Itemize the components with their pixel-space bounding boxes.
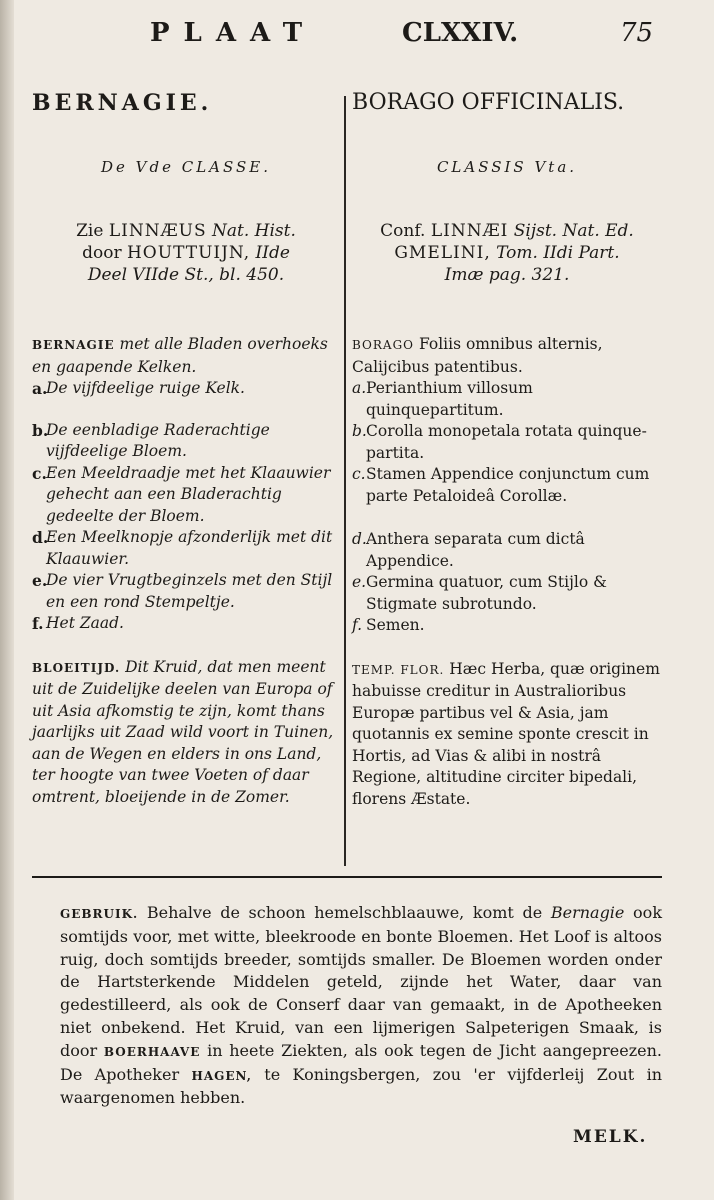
- latin-title: BORAGO OFFICINALIS.: [352, 90, 625, 115]
- usage-paragraph: GEBRUIK. Behalve de schoon hemelschblaauwe, komt de Bernagie ook somtijds voor, met witte, bleekroode en bonte Bloemen. Het Loof is altoos ruig, doch somtijds breeder, somtijds smaller. De Bloemen worden onder de Hartsterkende Middelen geteld, zijnde het Water, daar van gedestilleerd, als ook de Conserf daar van gemaakt, in de Apotheeken niet onbekend. Het Kruid, van een lijmerigen Salpeterigen Smaak, is door BOERHAAVE in heete Ziekten, als ook tegen de Jicht aangepreezen. De Apotheker HAGEN, te Koningsbergen, zou 'er vijfderleij Zout in waargenomen hebben.: [60, 903, 663, 1108]
- page-number: 75: [620, 18, 654, 48]
- dutch-description: [32, 334, 340, 808]
- list-item: c. Stamen Appendice conjunctum cum parte Petaloideâ Corollæ.: [352, 465, 650, 505]
- flowering-label: TEMP. FLOR.: [352, 662, 445, 677]
- latin-flowering: TEMP. FLOR. Hæc Herba, quæ originem habuisse creditur in Australioribus Europæ partibus vel & Asia, jam quotannis ex semine sponte crescit in Hortis, ad Vias & alibi in nostrâ Regione, altitudine circiter bipedali, florens Æstate.: [352, 659, 660, 808]
- latin-column: [352, 90, 662, 810]
- ref-word: Conf.: [380, 221, 426, 241]
- ref-word: Zie: [76, 221, 104, 241]
- genus-name: BORAGO: [352, 338, 415, 352]
- list-item: e. De vier Vrugtbeginzels met den Stijl en een rond Stempeltje.: [32, 571, 333, 611]
- dutch-class-line: De Vde CLASSE.: [100, 158, 272, 176]
- column-divider: [344, 96, 346, 866]
- ref-volume: Deel VIIde St., bl. 450.: [87, 265, 285, 285]
- running-head: [150, 18, 660, 54]
- dutch-column: [32, 90, 340, 808]
- plate-numeral: CLXXIV.: [402, 18, 519, 48]
- ref-part: Tom. IIdi Part.: [496, 243, 620, 263]
- usage-label: GEBRUIK.: [60, 907, 139, 921]
- ref-work: Sijst. Nat. Ed.: [513, 221, 634, 241]
- list-item: d. Anthera separata cum dictâ Appendice.: [352, 530, 585, 570]
- lead-text: Foliis omnibus alternis, Calijcibus patentibus.: [352, 335, 603, 376]
- ref-part: IIde: [255, 243, 290, 263]
- list-item: b. Corolla monopetala rotata quinque-partita.: [352, 422, 647, 462]
- dutch-title: BERNAGIE.: [32, 90, 213, 116]
- list-item: c. Een Meeldraadje met het Klaauwier gehecht aan een Bladerachtig gedeelte der Bloem.: [32, 463, 331, 525]
- list-item: f. Semen.: [352, 616, 425, 634]
- horizontal-rule: [32, 876, 662, 878]
- list-item: a. De vijfdeelige ruige Kelk.: [32, 379, 245, 398]
- ref-word: door: [82, 243, 122, 263]
- latin-lead: [352, 334, 662, 378]
- ref-author: LINNÆUS: [108, 221, 207, 241]
- lead-text: met alle Bladen overhoeks en gaapende Kelken.: [32, 335, 328, 376]
- ref-editor: GMELINI,: [394, 243, 491, 263]
- ref-page: Imæ pag. 321.: [444, 265, 570, 285]
- list-item: b. De eenbladige Raderachtige vijfdeelige Bloem.: [32, 420, 270, 460]
- list-item: f. Het Zaad.: [32, 614, 124, 633]
- latin-class-line: CLASSIS Vta.: [436, 158, 578, 176]
- flowering-label: BLOEITIJD.: [32, 660, 121, 675]
- dutch-reference: [32, 220, 340, 286]
- list-item: d. Een Meelknopje afzonderlijk met dit Klaauwier.: [32, 528, 333, 568]
- latin-description: [352, 334, 662, 810]
- genus-name: BERNAGIE: [32, 338, 115, 352]
- catchword: MELK.: [573, 1127, 648, 1147]
- latin-reference: [352, 220, 662, 286]
- dutch-flowering: BLOEITIJD. Dit Kruid, dat men meent uit de Zuidelijke deelen van Europa of uit Asia afkomstig te zijn, komt thans jaarlijks uit Zaad wild voort in Tuinen, aan de Wegen en elders in ons Land, ter hoogte van twee Voeten of daar omtrent, bloeijende in de Zomer.: [32, 657, 334, 806]
- ref-work: Nat. Hist.: [212, 221, 296, 241]
- plate-label: PLAAT: [150, 18, 317, 48]
- list-item: e. Germina quatuor, cum Stijlo & Stigmate subrotundo.: [352, 573, 607, 613]
- ref-author: LINNÆI: [430, 221, 509, 241]
- list-item: a. Perianthium villosum quinquepartitum.: [352, 379, 533, 419]
- page-gutter-shadow: [0, 0, 14, 1200]
- ref-translator: HOUTTUIJN,: [126, 243, 251, 263]
- dutch-lead: [32, 334, 340, 378]
